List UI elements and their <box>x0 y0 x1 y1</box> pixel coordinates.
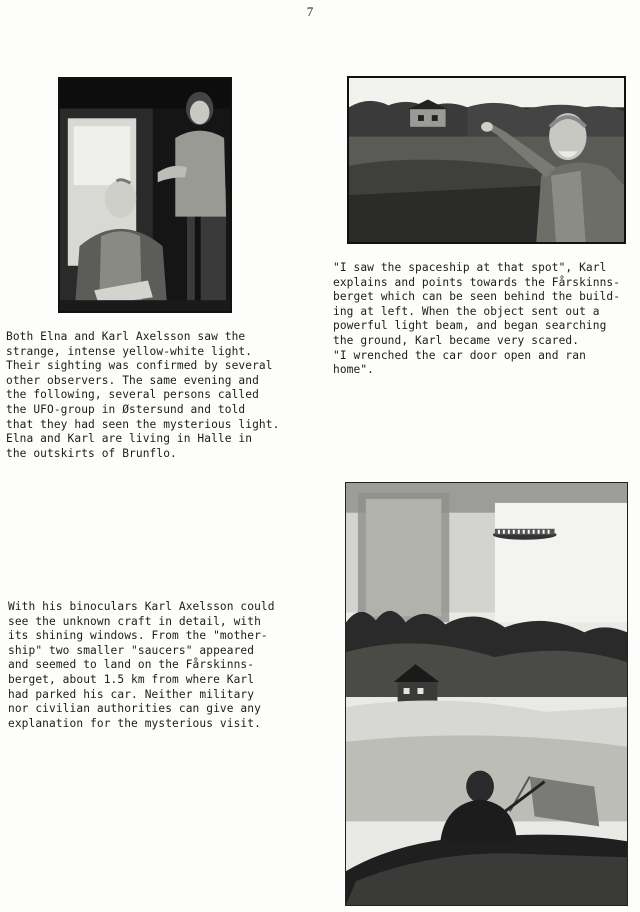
caption-binoculars: With his binoculars Karl Axelsson could see the unknown craft in detail, with its shining windows. From the "mother- ship" two smaller "saucers" appeared and seemed to land on the Fårskinns- berget, about 1.5 km from where Karl had parked his car. Neither military nor civilian authorities can give any explanation for the mysterious visit. <box>8 600 275 730</box>
caption-elna-and-karl: Both Elna and Karl Axelsson saw the strange, intense yellow-white light. Their sighting was confirmed by several other observers. The same evening and the following, several persons called the UFO-group in Østersund and told that they had seen the mysterious light. Elna and Karl are living in Halle in the outskirts of Brunflo. <box>6 330 280 460</box>
caption-karl-pointing: "I saw the spaceship at that spot", Karl explains and points towards the Fårskinns- berget which can be seen behind the build- ing at left. When the object sent out a powerful light beam, and began searching the ground, Karl became very scared. "I wrenched the car door open and ran home". <box>333 261 621 377</box>
photo-elna-and-karl <box>58 77 232 313</box>
photo-karl-pointing <box>347 76 626 244</box>
illustration-ufo-over-landscape <box>345 482 628 906</box>
page-number: 7 <box>306 4 314 19</box>
